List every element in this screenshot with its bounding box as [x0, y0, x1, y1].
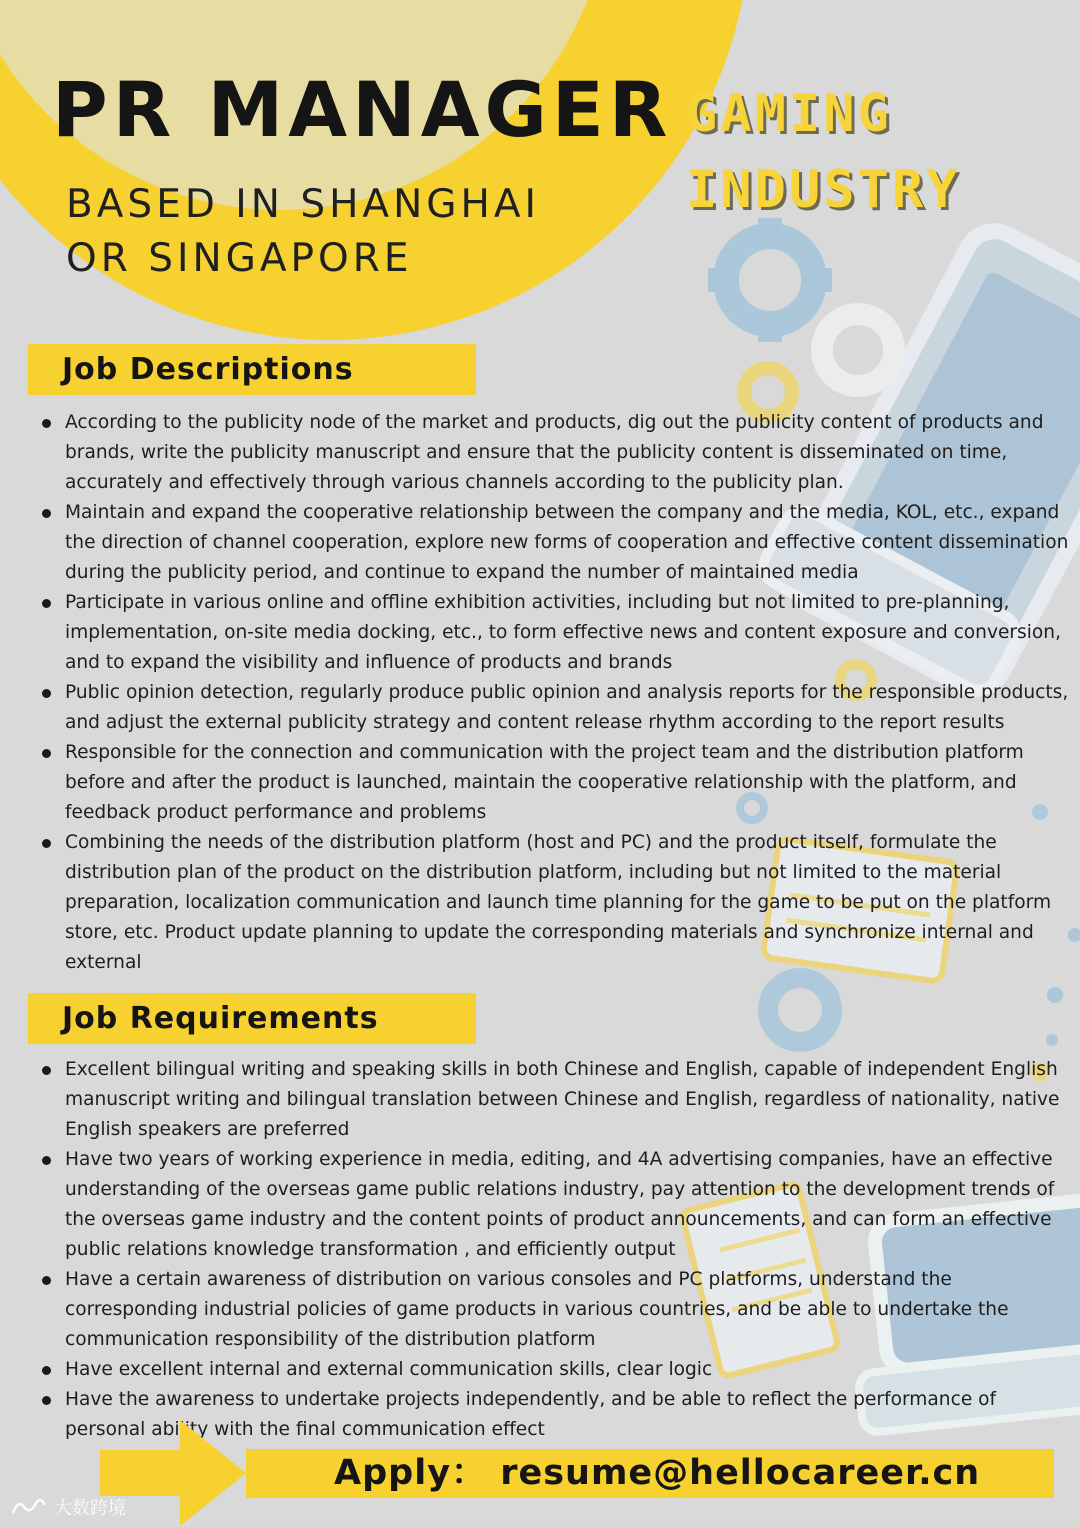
list-item: Have a certain awareness of distribution on various consoles and PC platforms, understand the corresponding industrial policies of game products in various countries, and be able to undertake the communication responsibility of the distribution platform [40, 1265, 1075, 1355]
list-item: According to the publicity node of the market and products, dig out the publicity content of products and brands, write the publicity manuscript and ensure that the publicity content is disseminated on time, accurately and effectively through various channels according to the publicity plan. [40, 408, 1075, 498]
list-item: Have two years of working experience in media, editing, and 4A advertising companies, have an effective understanding of the overseas game public relations industry, pay attention to the development trends of the overseas game industry and the content points of product announcements, and can form an effective public relations knowledge transformation , and efficiently output [40, 1145, 1075, 1265]
list-item: Combining the needs of the distribution platform (host and PC) and the product itself, formulate the distribution plan of the product on the distribution platform, including but not limited to the material preparation, localization communication and launch time planning for the game to be put on the platform store, etc. Product update planning to update the corresponding materials and synchronize internal and external [40, 828, 1075, 978]
list-item: Responsible for the connection and communication with the project team and the distribution platform before and after the product is launched, maintain the cooperative relationship with the platform, and feedback product performance and problems [40, 738, 1075, 828]
gear-icon-large [726, 236, 814, 324]
list-item: Have excellent internal and external communication skills, clear logic [40, 1355, 1075, 1385]
job-descriptions-list [40, 408, 1075, 978]
location-line-2: OR SINGAPORE [66, 236, 413, 281]
job-requirements-list [40, 1055, 1075, 1445]
location-line-1: BASED IN SHANGHAI [66, 182, 540, 227]
job-requirements-header [28, 993, 476, 1044]
apply-email-link[interactable]: Apply： resume@hellocareer.cn [334, 1453, 981, 1493]
list-item: Excellent bilingual writing and speaking skills in both Chinese and English, capable of independent English manuscript writing and bilingual translation between Chinese and English, regardless of nationality, native English speakers are preferred [40, 1055, 1075, 1145]
watermark-text: 大数跨境 [54, 1498, 126, 1519]
list-item: Have the awareness to undertake projects independently, and be able to reflect the performance of personal ability with the final communication effect [40, 1385, 1075, 1445]
job-descriptions-heading: Job Descriptions [62, 352, 354, 387]
apply-banner [246, 1449, 1054, 1498]
location-text [66, 178, 540, 286]
job-title: PR MANAGER [52, 65, 673, 154]
watermark-logo-icon [10, 1497, 48, 1517]
industry-tag-gaming: GAMING [686, 84, 892, 144]
list-item: Public opinion detection, regularly produce public opinion and analysis reports for the responsible products, and adjust the external publicity strategy and content release rhythm according to the report results [40, 678, 1075, 738]
job-requirements-heading: Job Requirements [62, 1001, 379, 1036]
gear-icon-mid [768, 978, 832, 1042]
watermark [10, 1494, 126, 1520]
industry-tag-industry: INDUSTRY [686, 160, 961, 220]
list-item: Maintain and expand the cooperative relationship between the company and the media, KOL, etc., expand the direction of channel cooperation, explore new forms of cooperation and effective content dissemination during the publicity period, and continue to expand the number of maintained media [40, 498, 1075, 588]
job-descriptions-header [28, 344, 476, 395]
gear-icon-white [822, 314, 894, 386]
list-item: Participate in various online and offline exhibition activities, including but not limited to pre-planning, implementation, on-site media docking, etc., to form effective news and content exposure and conversion, and to expand the visibility and influence of products and brands [40, 588, 1075, 678]
